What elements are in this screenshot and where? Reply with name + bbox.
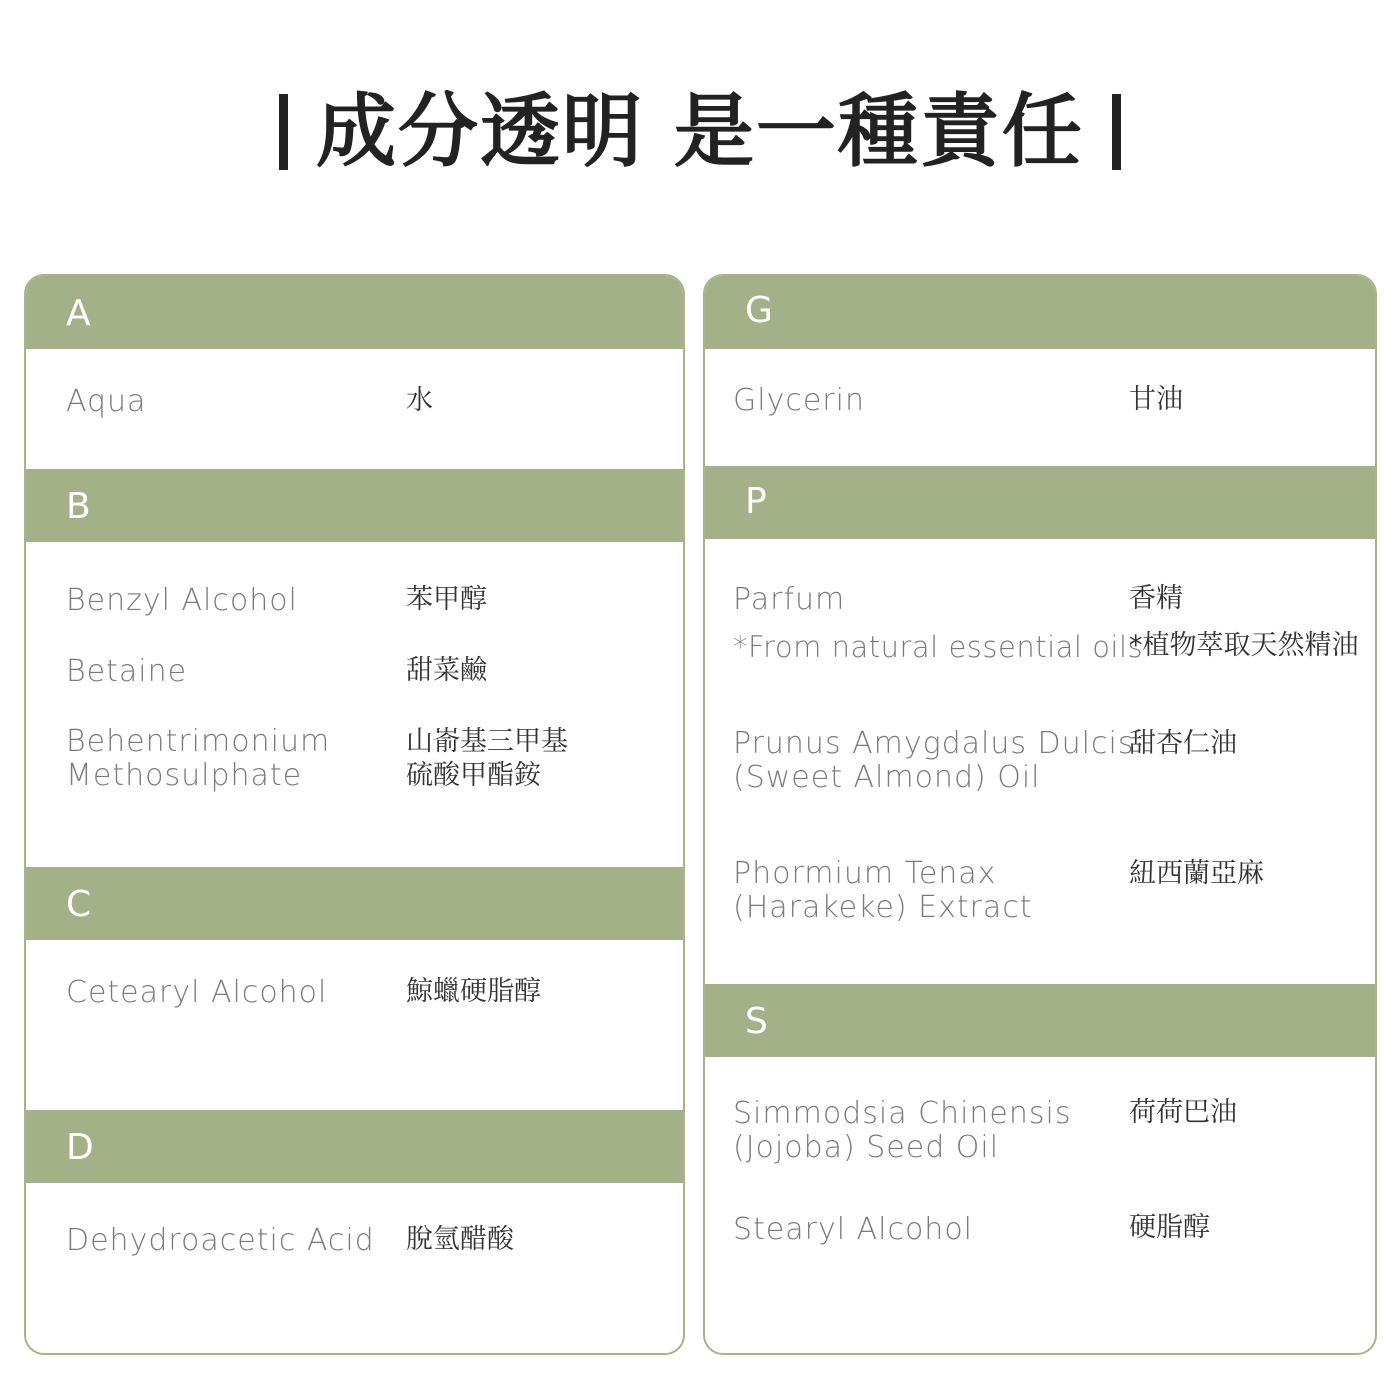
ingredient-en-line2: (Sweet Almond) Oil: [733, 760, 1041, 795]
section-header-s: S: [705, 984, 1375, 1057]
ingredients-panel-left: [24, 274, 685, 1355]
title-bar-right: [1112, 94, 1121, 170]
ingredient-zh: [406, 725, 568, 793]
ingredient-en: [733, 857, 1033, 925]
ingredient-zh-line1: 山嵛基三甲基: [406, 726, 568, 757]
ingredient-zh: 香精: [1129, 583, 1183, 614]
ingredient-en: Stearyl Alcohol: [733, 1212, 974, 1247]
ingredient-zh: 水: [406, 385, 433, 416]
ingredient-zh: 硬脂醇: [1129, 1212, 1210, 1243]
ingredient-en-line2: (Harakeke) Extract: [733, 890, 1033, 925]
ingredient-en: [733, 727, 1134, 795]
title-bar-left: [279, 94, 288, 170]
ingredient-note-en: *From natural essential oils: [733, 630, 1144, 664]
ingredient-zh: 苯甲醇: [406, 584, 487, 615]
ingredient-en-line1: Phormium Tenax: [733, 856, 997, 891]
ingredient-zh: 甘油: [1129, 384, 1183, 415]
ingredient-en: Benzyl Alcohol: [66, 583, 298, 618]
ingredient-en: Aqua: [66, 384, 147, 419]
section-header-c: C: [26, 867, 683, 940]
ingredient-zh: 甜杏仁油: [1129, 728, 1237, 759]
section-header-b: B: [26, 469, 683, 542]
ingredient-en: Betaine: [66, 654, 188, 689]
ingredient-zh: 脫氫醋酸: [406, 1224, 514, 1255]
ingredient-en-line1: Prunus Amygdalus Dulcis: [733, 726, 1135, 761]
page-title: [0, 82, 1400, 182]
ingredient-en: [66, 725, 330, 793]
ingredient-en-line2: Methosulphate: [66, 758, 303, 793]
ingredients-panel-right: [703, 274, 1377, 1355]
ingredient-en-line1: Behentrimonium: [66, 724, 331, 759]
ingredient-en: Glycerin: [733, 383, 865, 418]
ingredient-en: Dehydroacetic Acid: [66, 1223, 375, 1258]
ingredient-zh: 荷荷巴油: [1129, 1097, 1237, 1128]
ingredient-en-line1: Simmodsia Chinensis: [733, 1096, 1072, 1131]
section-header-a: A: [26, 276, 683, 349]
section-header-d: D: [26, 1110, 683, 1183]
ingredient-en: [733, 1097, 1071, 1165]
ingredient-zh: 鯨蠟硬脂醇: [406, 976, 541, 1007]
ingredient-zh-line2: 硫酸甲酯銨: [406, 760, 541, 791]
page-title-text: 成分透明 是一種責任: [316, 85, 1084, 178]
ingredient-en: Parfum: [733, 582, 846, 617]
ingredient-en-line2: (Jojoba) Seed Oil: [733, 1130, 1000, 1165]
ingredient-note-zh: *植物萃取天然精油: [1129, 630, 1359, 661]
ingredient-en: Cetearyl Alcohol: [66, 975, 328, 1010]
section-header-p: P: [705, 466, 1375, 539]
ingredient-zh: 紐西蘭亞麻: [1129, 858, 1264, 889]
section-header-g: G: [705, 276, 1375, 349]
ingredient-zh: 甜菜鹼: [406, 655, 487, 686]
